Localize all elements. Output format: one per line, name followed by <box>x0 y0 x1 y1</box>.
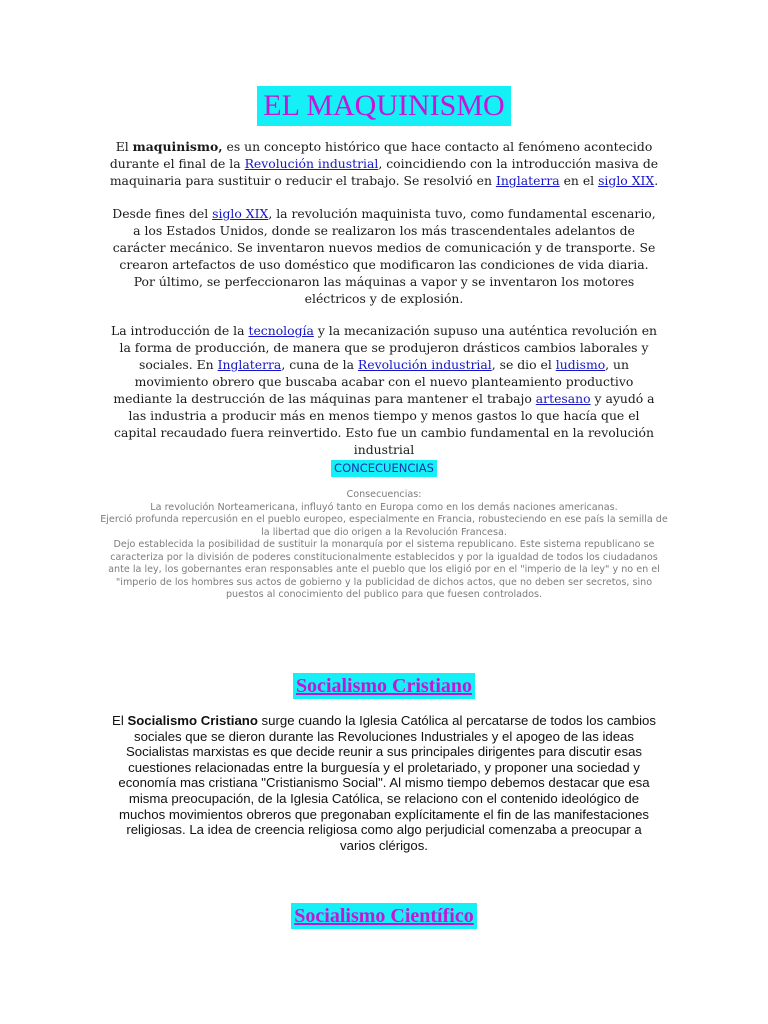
link-inglaterra[interactable]: Inglaterra <box>495 173 560 188</box>
consecuencias-line-2: Ejerció profunda repercusión en el pueblo europeo, especialmente en Francia, robusteciendo en ese país la semilla de la libertad que dio origen a la Revolución Francesa. <box>100 514 668 538</box>
text: en el <box>559 173 599 188</box>
consecuencias-block <box>100 489 668 602</box>
text: es un concepto histórico que hace contacto al fenómeno acontecido durante el final de la <box>109 139 653 171</box>
text: El <box>112 713 128 728</box>
heading-socialismo-cristiano: Socialismo Cristiano <box>293 673 475 699</box>
text: , coincidiendo con la introducción masiva de maquinaria para sustituir o reducir el trabajo. Se resolvió en <box>109 156 659 188</box>
text: Desde fines del <box>112 206 213 221</box>
text: El <box>115 139 133 154</box>
text: , un movimiento obrero que buscaba acabar con el nuevo planteamiento productivo mediante la destrucción de las máquinas para mantener el trabajo <box>113 357 634 406</box>
link-siglo-xix[interactable]: siglo XIX <box>212 206 269 221</box>
link-revolucion-industrial[interactable]: Revolución industrial <box>357 357 492 372</box>
concecuencias-badge: CONCECUENCIAS <box>331 460 437 477</box>
paragraph-socialismo-cristiano <box>108 713 660 853</box>
link-tecnologia[interactable]: tecnología <box>248 323 314 338</box>
link-ludismo[interactable]: ludismo <box>555 357 606 372</box>
text: y ayudó a las industria a producir más en menos tiempo y menos gastos lo que hacía que el capital recaudado fuera reinvertido. Esto fue un cambio fundamental en la revolución industrial <box>114 391 655 457</box>
heading-block-cristiano <box>0 673 768 699</box>
text: surge cuando la Iglesia Católica al percatarse de todos los cambios sociales que se dieron durante las Revoluciones Industriales y el apogeo de las ideas Socialistas marxistas es que decide reunir a sus principales dirigentes para discutir esas cuestiones relacionadas entre la burguesía y el proletariado, y proponer una sociedad y economía mas cristiana "Cristianismo Social". Al mismo tiempo debemos destacar que esa misma preocupación, de la Iglesia Católica, se relaciono con el contenido ideológico de muchos movimientos obreros que pregonaban explícitamente el fin de las manifestaciones religiosas. La idea de creencia religiosa como algo perjudicial comenzaba a preocupar a varios clérigos. <box>118 713 656 853</box>
paragraph-tecnologia <box>108 322 660 458</box>
link-artesano[interactable]: artesano <box>535 391 591 406</box>
text: La introducción de la <box>110 323 249 338</box>
text: , cuna de la <box>281 357 358 372</box>
consecuencias-heading: Consecuencias: <box>346 489 422 500</box>
page-title: EL MAQUINISMO <box>257 86 510 126</box>
text: . <box>654 173 659 188</box>
paragraph-usa <box>108 205 660 307</box>
heading-block-cientifico <box>0 903 768 929</box>
paragraph-intro <box>108 138 660 189</box>
text: y la mecanización supuso una auténtica revolución en la forma de producción, de manera que se produjeron drásticos cambios laborales y sociales. En <box>119 323 658 372</box>
title-block <box>0 86 768 126</box>
link-inglaterra[interactable]: Inglaterra <box>217 357 282 372</box>
link-revolucion-industrial[interactable]: Revolución industrial <box>244 156 379 171</box>
link-siglo-xix[interactable]: siglo XIX <box>598 173 655 188</box>
consecuencias-line-1: La revolución Norteamericana, influyó tanto en Europa como en los demás naciones americanas. <box>150 501 618 513</box>
text: , se dio el <box>491 357 556 372</box>
text: , la revolución maquinista tuvo, como fundamental escenario, a los Estados Unidos, donde se realizaron los más trascendentales adelantos de carácter mecánico. Se inventaron nuevos medios de comunicación y de transporte. Se crearon artefactos de uso doméstico que modificaron las condiciones de vida diaria. Por último, se perfeccionaron las máquinas a vapor y se inventaron los motores eléctricos y de explosión. <box>112 206 656 306</box>
consecuencias-line-3: Dejo establecida la posibilidad de sustituir la monarquía por el sistema republicano. Este sistema republicano se caracteriza por la división de poderes constitucionalmente establecidos y por la igualdad de todos los ciudadanos ante la ley, los gobernantes eran responsables ante el pueblo que los eligió por en el "imperio de la ley" y no en el "imperio de los hombres sus actos de gobierno y la publicidad de dichos actos, que no deben ser secretos, sino puestos al conocimiento del publico para que fuesen controlados. <box>108 539 660 600</box>
badge-block <box>0 457 768 477</box>
heading-socialismo-cientifico: Socialismo Científico <box>291 903 476 929</box>
bold-term: maquinismo, <box>132 139 223 154</box>
bold-term: Socialismo Cristiano <box>127 713 258 728</box>
